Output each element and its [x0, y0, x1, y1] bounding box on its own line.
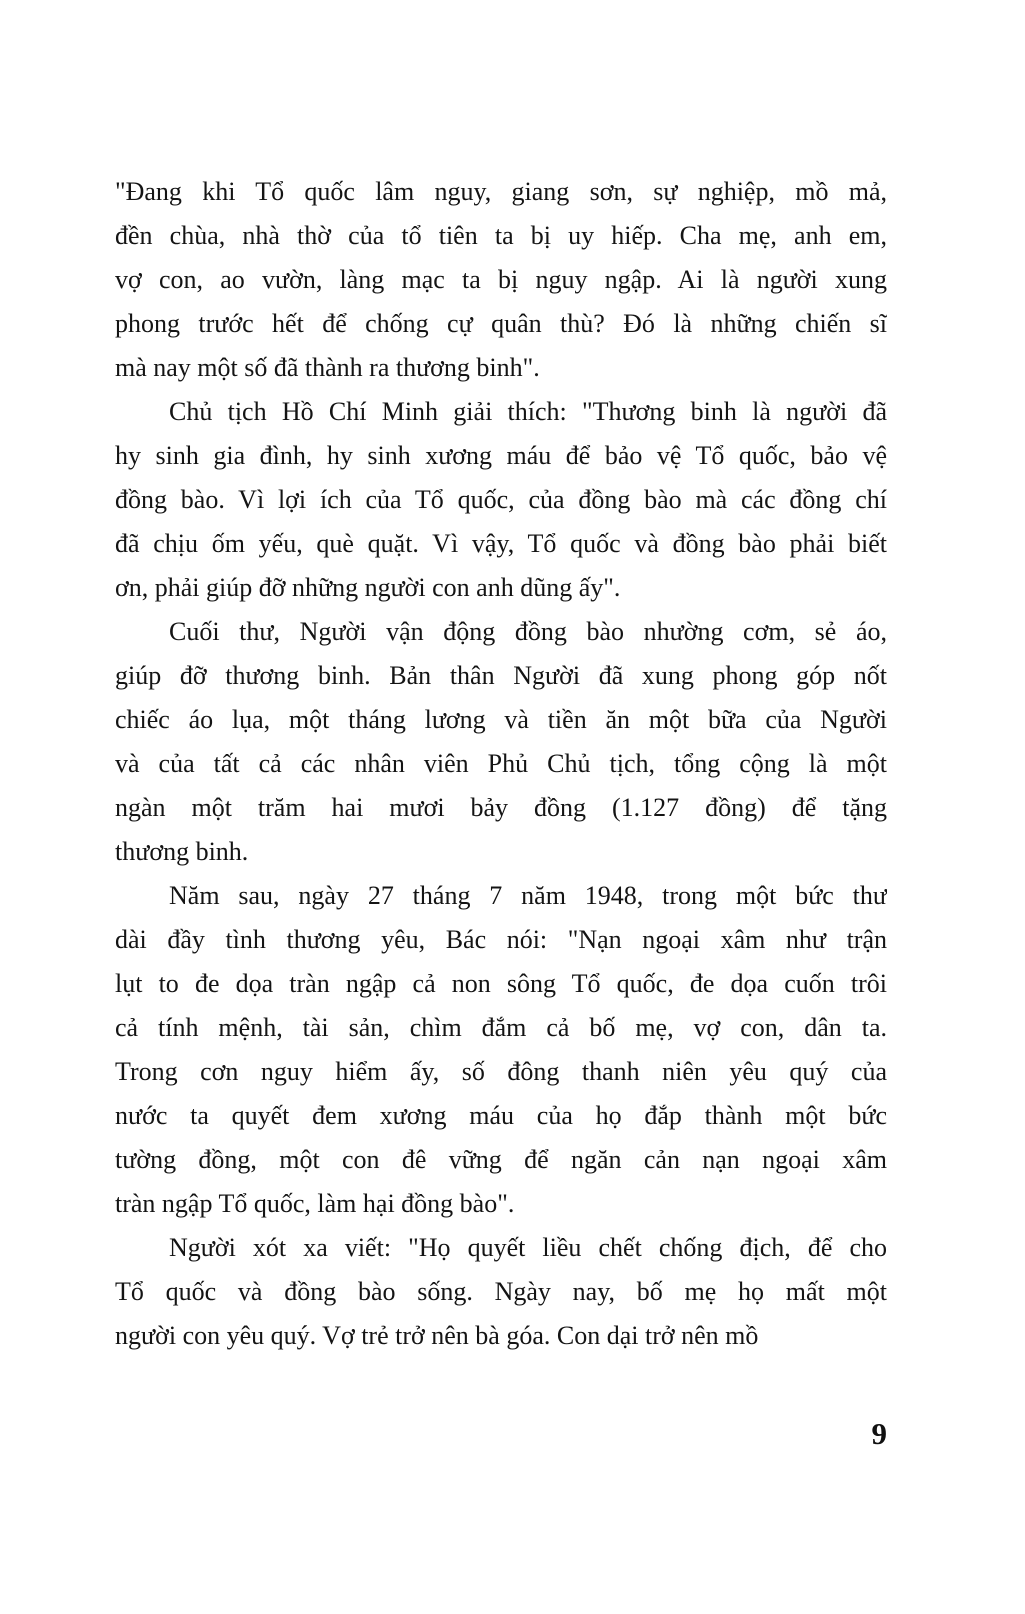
- text-line: ngàn một trăm hai mươi bảy đồng (1.127 đồng) để tặng: [115, 793, 887, 822]
- text-line: và của tất cả các nhân viên Phủ Chủ tịch, tổng cộng là một: [115, 749, 887, 778]
- text-line: Tổ quốc và đồng bào sống. Ngày nay, bố mẹ họ mất một: [115, 1277, 887, 1306]
- text-line: chiếc áo lụa, một tháng lương và tiền ăn một bữa của Người: [115, 705, 887, 734]
- text-line: người con yêu quý. Vợ trẻ trở nên bà góa. Con dại trở nên mồ: [115, 1321, 759, 1350]
- text-line: Chủ tịch Hồ Chí Minh giải thích: "Thương binh là người đã: [169, 397, 887, 426]
- text-line: nước ta quyết đem xương máu của họ đắp thành một bức: [115, 1101, 887, 1130]
- paragraph: [115, 874, 887, 1226]
- text-line: phong trước hết để chống cự quân thù? Đó là những chiến sĩ: [115, 309, 887, 338]
- text-line: Cuối thư, Người vận động đồng bào nhường cơm, sẻ áo,: [169, 617, 887, 646]
- text-line: vợ con, ao vườn, làng mạc ta bị nguy ngập. Ai là người xung: [115, 265, 887, 294]
- page-body-text: [115, 170, 887, 1358]
- text-line: hy sinh gia đình, hy sinh xương máu để bảo vệ Tổ quốc, bảo vệ: [115, 441, 887, 470]
- paragraph: [115, 610, 887, 874]
- text-line: tường đồng, một con đê vững để ngăn cản nạn ngoại xâm: [115, 1145, 887, 1174]
- paragraph: [115, 390, 887, 610]
- text-line: ơn, phải giúp đỡ những người con anh dũng ấy".: [115, 573, 621, 602]
- text-line: lụt to đe dọa tràn ngập cả non sông Tổ quốc, đe dọa cuốn trôi: [115, 969, 887, 998]
- text-line: Người xót xa viết: "Họ quyết liều chết chống địch, để cho: [169, 1233, 887, 1262]
- paragraph: [115, 170, 887, 390]
- text-line: Trong cơn nguy hiểm ấy, số đông thanh niên yêu quý của: [115, 1057, 887, 1086]
- text-line: cả tính mệnh, tài sản, chìm đắm cả bố mẹ, vợ con, dân ta.: [115, 1013, 887, 1042]
- paragraph: [115, 1226, 887, 1358]
- text-line: "Đang khi Tổ quốc lâm nguy, giang sơn, sự nghiệp, mồ mả,: [115, 177, 887, 206]
- text-line: thương binh.: [115, 837, 249, 866]
- text-line: Năm sau, ngày 27 tháng 7 năm 1948, trong một bức thư: [169, 881, 887, 910]
- text-line: đền chùa, nhà thờ của tổ tiên ta bị uy hiếp. Cha mẹ, anh em,: [115, 221, 887, 250]
- text-line: mà nay một số đã thành ra thương binh".: [115, 353, 540, 382]
- text-line: đồng bào. Vì lợi ích của Tổ quốc, của đồng bào mà các đồng chí: [115, 485, 887, 514]
- page-number: 9: [871, 1416, 887, 1451]
- text-line: đã chịu ốm yếu, què quặt. Vì vậy, Tổ quốc và đồng bào phải biết: [115, 529, 887, 558]
- text-line: dài đầy tình thương yêu, Bác nói: "Nạn ngoại xâm như trận: [115, 925, 887, 954]
- text-line: tràn ngập Tổ quốc, làm hại đồng bào".: [115, 1189, 515, 1218]
- text-line: giúp đỡ thương binh. Bản thân Người đã xung phong góp nốt: [115, 661, 887, 690]
